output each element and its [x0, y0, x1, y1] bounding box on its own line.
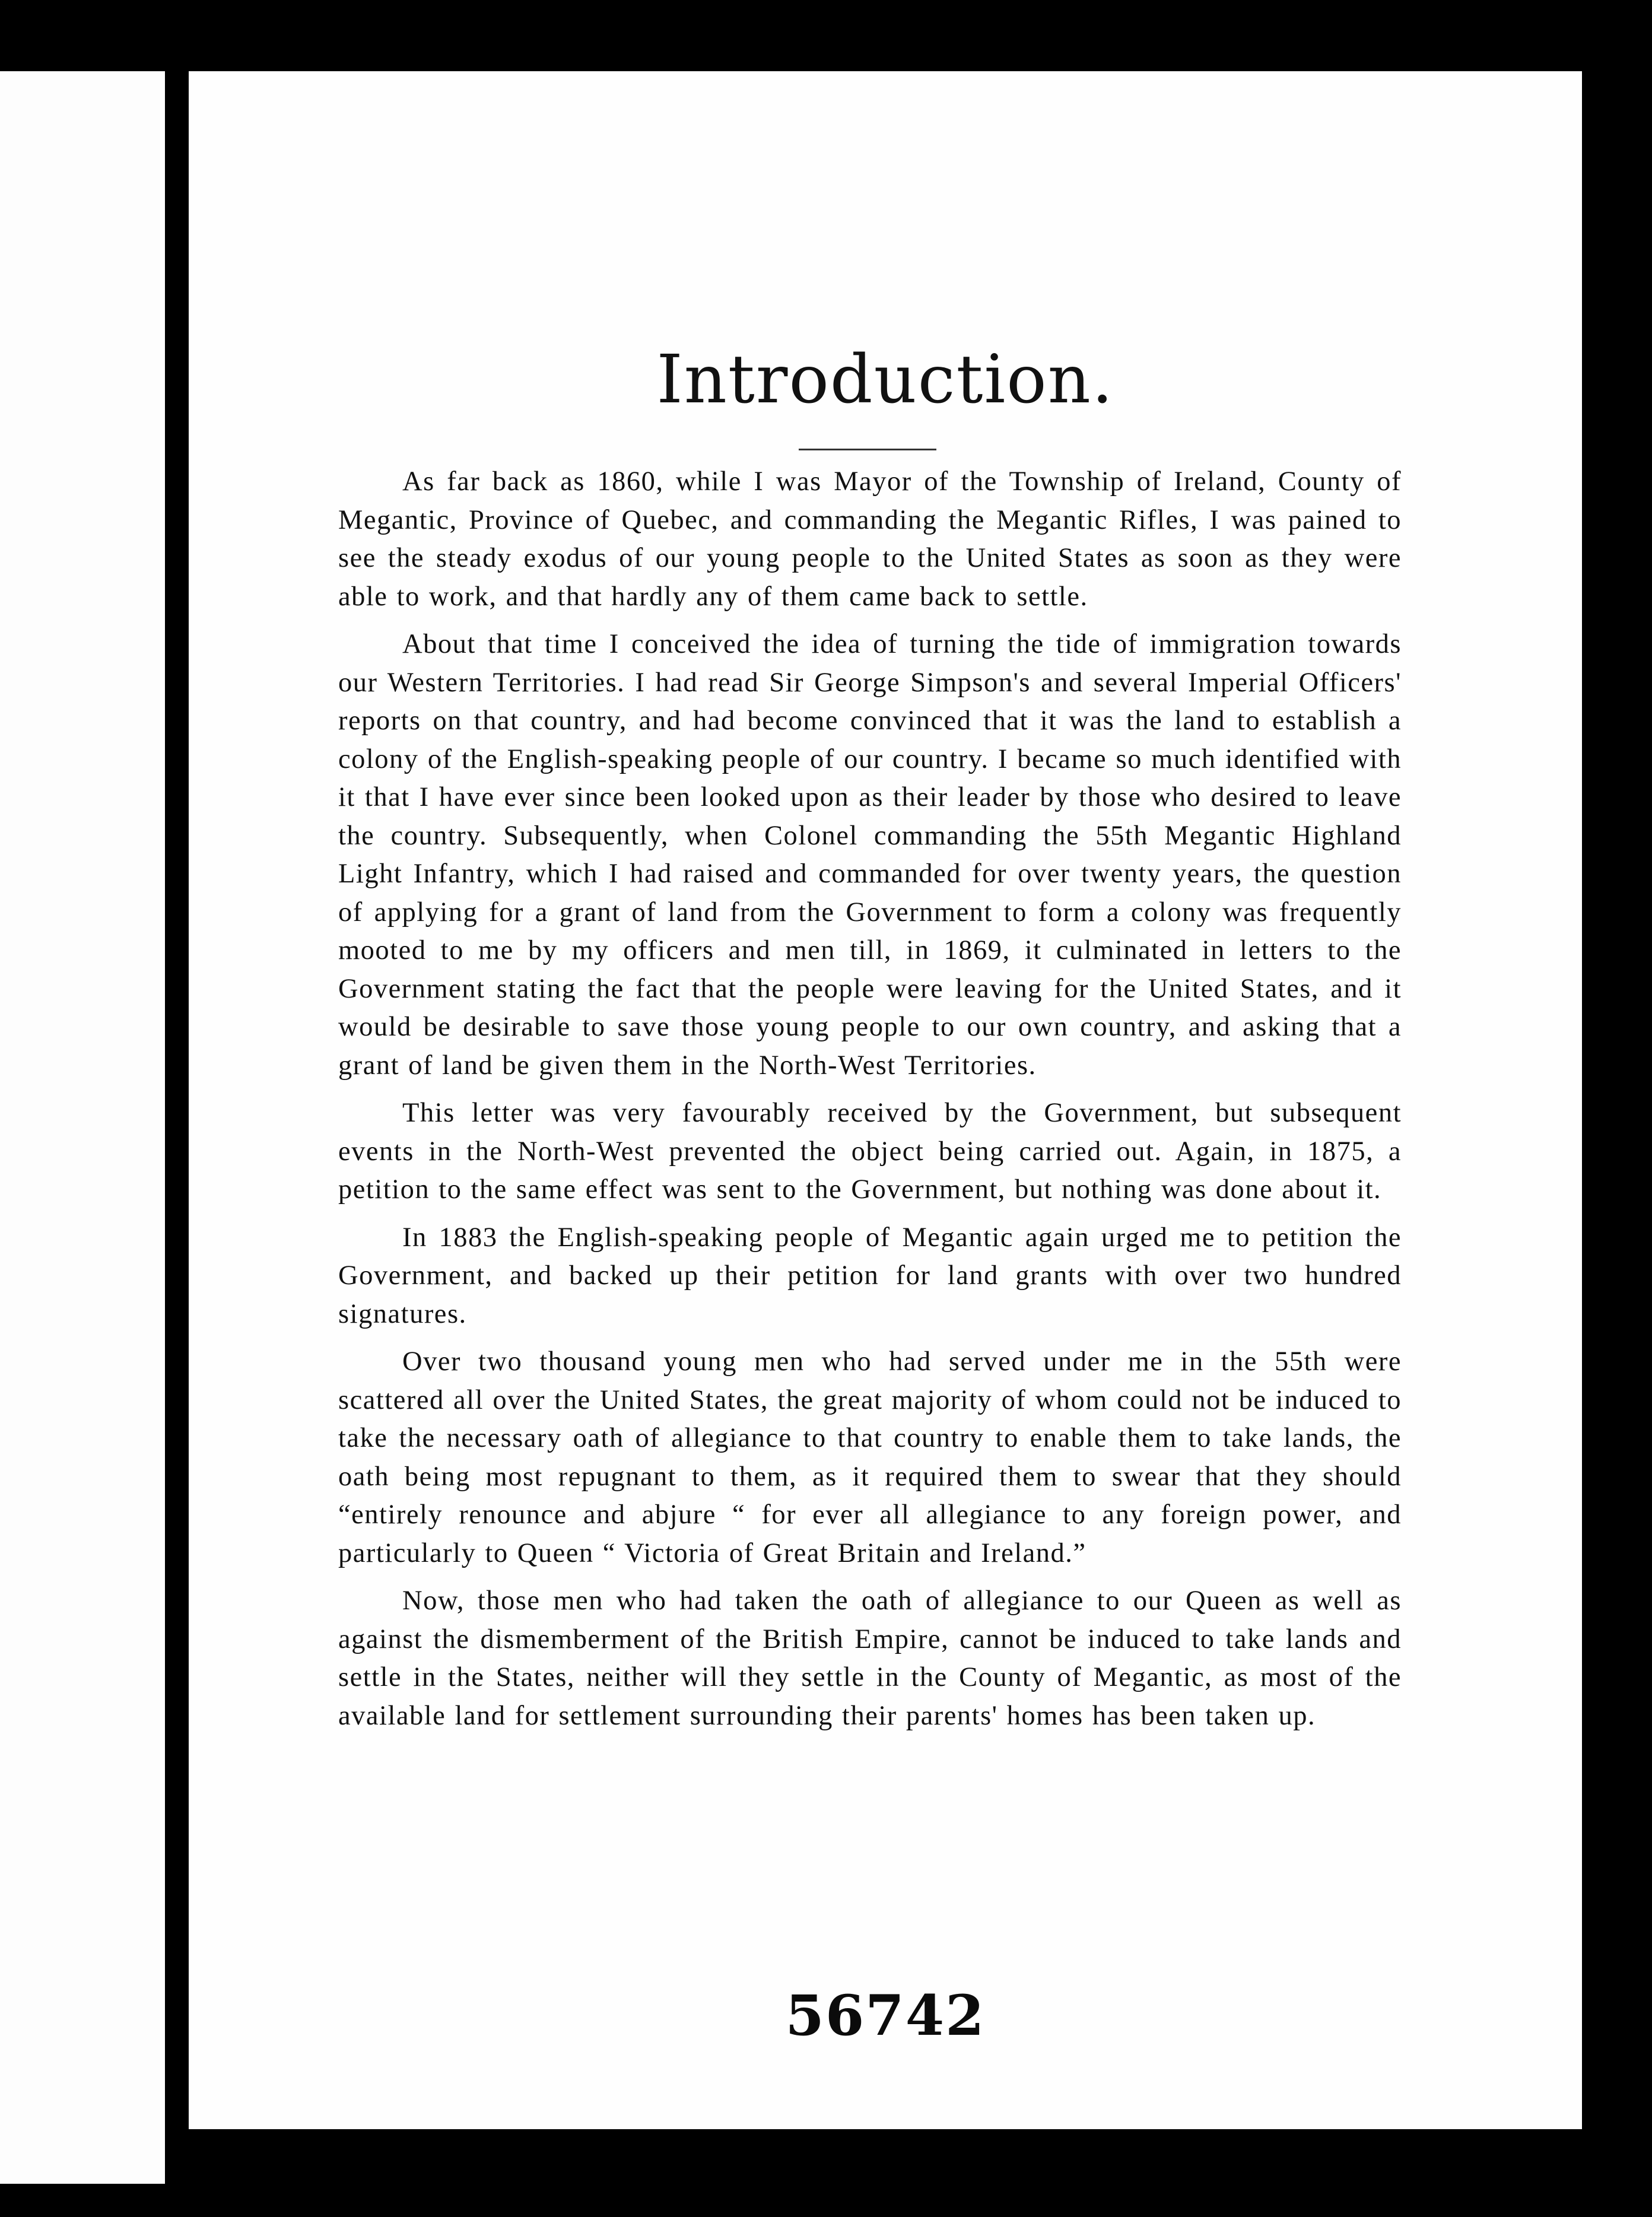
scan-border-bottom [178, 2129, 1652, 2217]
document-page [189, 71, 1582, 2129]
paragraph-2: About that time I conceived the idea of turning the tide of immigration towards our Western Territories. I had read Sir George Simpson's and several Imperial Officers' reports on that country, and had become convinced that it was the land to establish a colony of the English-speaking people of our country. I became so much identified with it that I have ever since been looked upon as their leader by those who desired to leave the country. Subsequently, when Colonel commanding the 55th Megantic Highland Light Infantry, which I had raised and commanded for over twenty years, the question of applying for a grant of land from the Government to form a colony was frequently mooted to me by my officers and men till, in 1869, it culminated in letters to the Government stating the fact that the people were leaving for the United States, and it would be desirable to save those young people to our own country, and asking that a grant of land be given them in the North-West Territories. [338, 629, 1402, 1081]
paragraph-4: In 1883 the English-speaking people of Megantic again urged me to petition the Government, and backed up their petition for land grants with over two hundred signatures. [338, 1222, 1402, 1329]
facing-page-edge [0, 71, 165, 2184]
catalog-number: 56742 [785, 1983, 986, 2048]
paragraph-1: As far back as 1860, while I was Mayor of the Township of Ireland, County of Megantic, Province of Quebec, and commanding the Megantic Rifles, I was pained to see the steady exodus of our young people to the United States as soon as they were able to work, and that hardly any of them came back to settle. [338, 466, 1402, 612]
paragraph-3: This letter was very favourably received by the Government, but subsequent events in the North-West prevented the object being carried out. Again, in 1875, a petition to the same effect was sent to the Government, but nothing was done about it. [338, 1098, 1402, 1205]
paragraph-6: Now, those men who had taken the oath of allegiance to our Queen as well as against the dismemberment of the British Empire, cannot be induced to take lands and settle in the States, neither will they settle in the County of Megantic, as most of the available land for settlement surrounding their parents' homes has been taken up. [338, 1586, 1402, 1731]
body-text [338, 463, 1402, 1745]
title-underline [799, 449, 936, 450]
paragraph-5: Over two thousand young men who had served under me in the 55th were scattered all over the United States, the great majority of whom could not be induced to take the necessary oath of allegiance to that country to enable them to take lands, the oath being most repugnant to them, as it required them to swear that they should “entirely renounce and abjure “ for ever all allegiance to any foreign power, and particularly to Queen “ Victoria of Great Britain and Ireland.” [338, 1346, 1402, 1568]
page-title: Introduction. [656, 341, 1114, 418]
